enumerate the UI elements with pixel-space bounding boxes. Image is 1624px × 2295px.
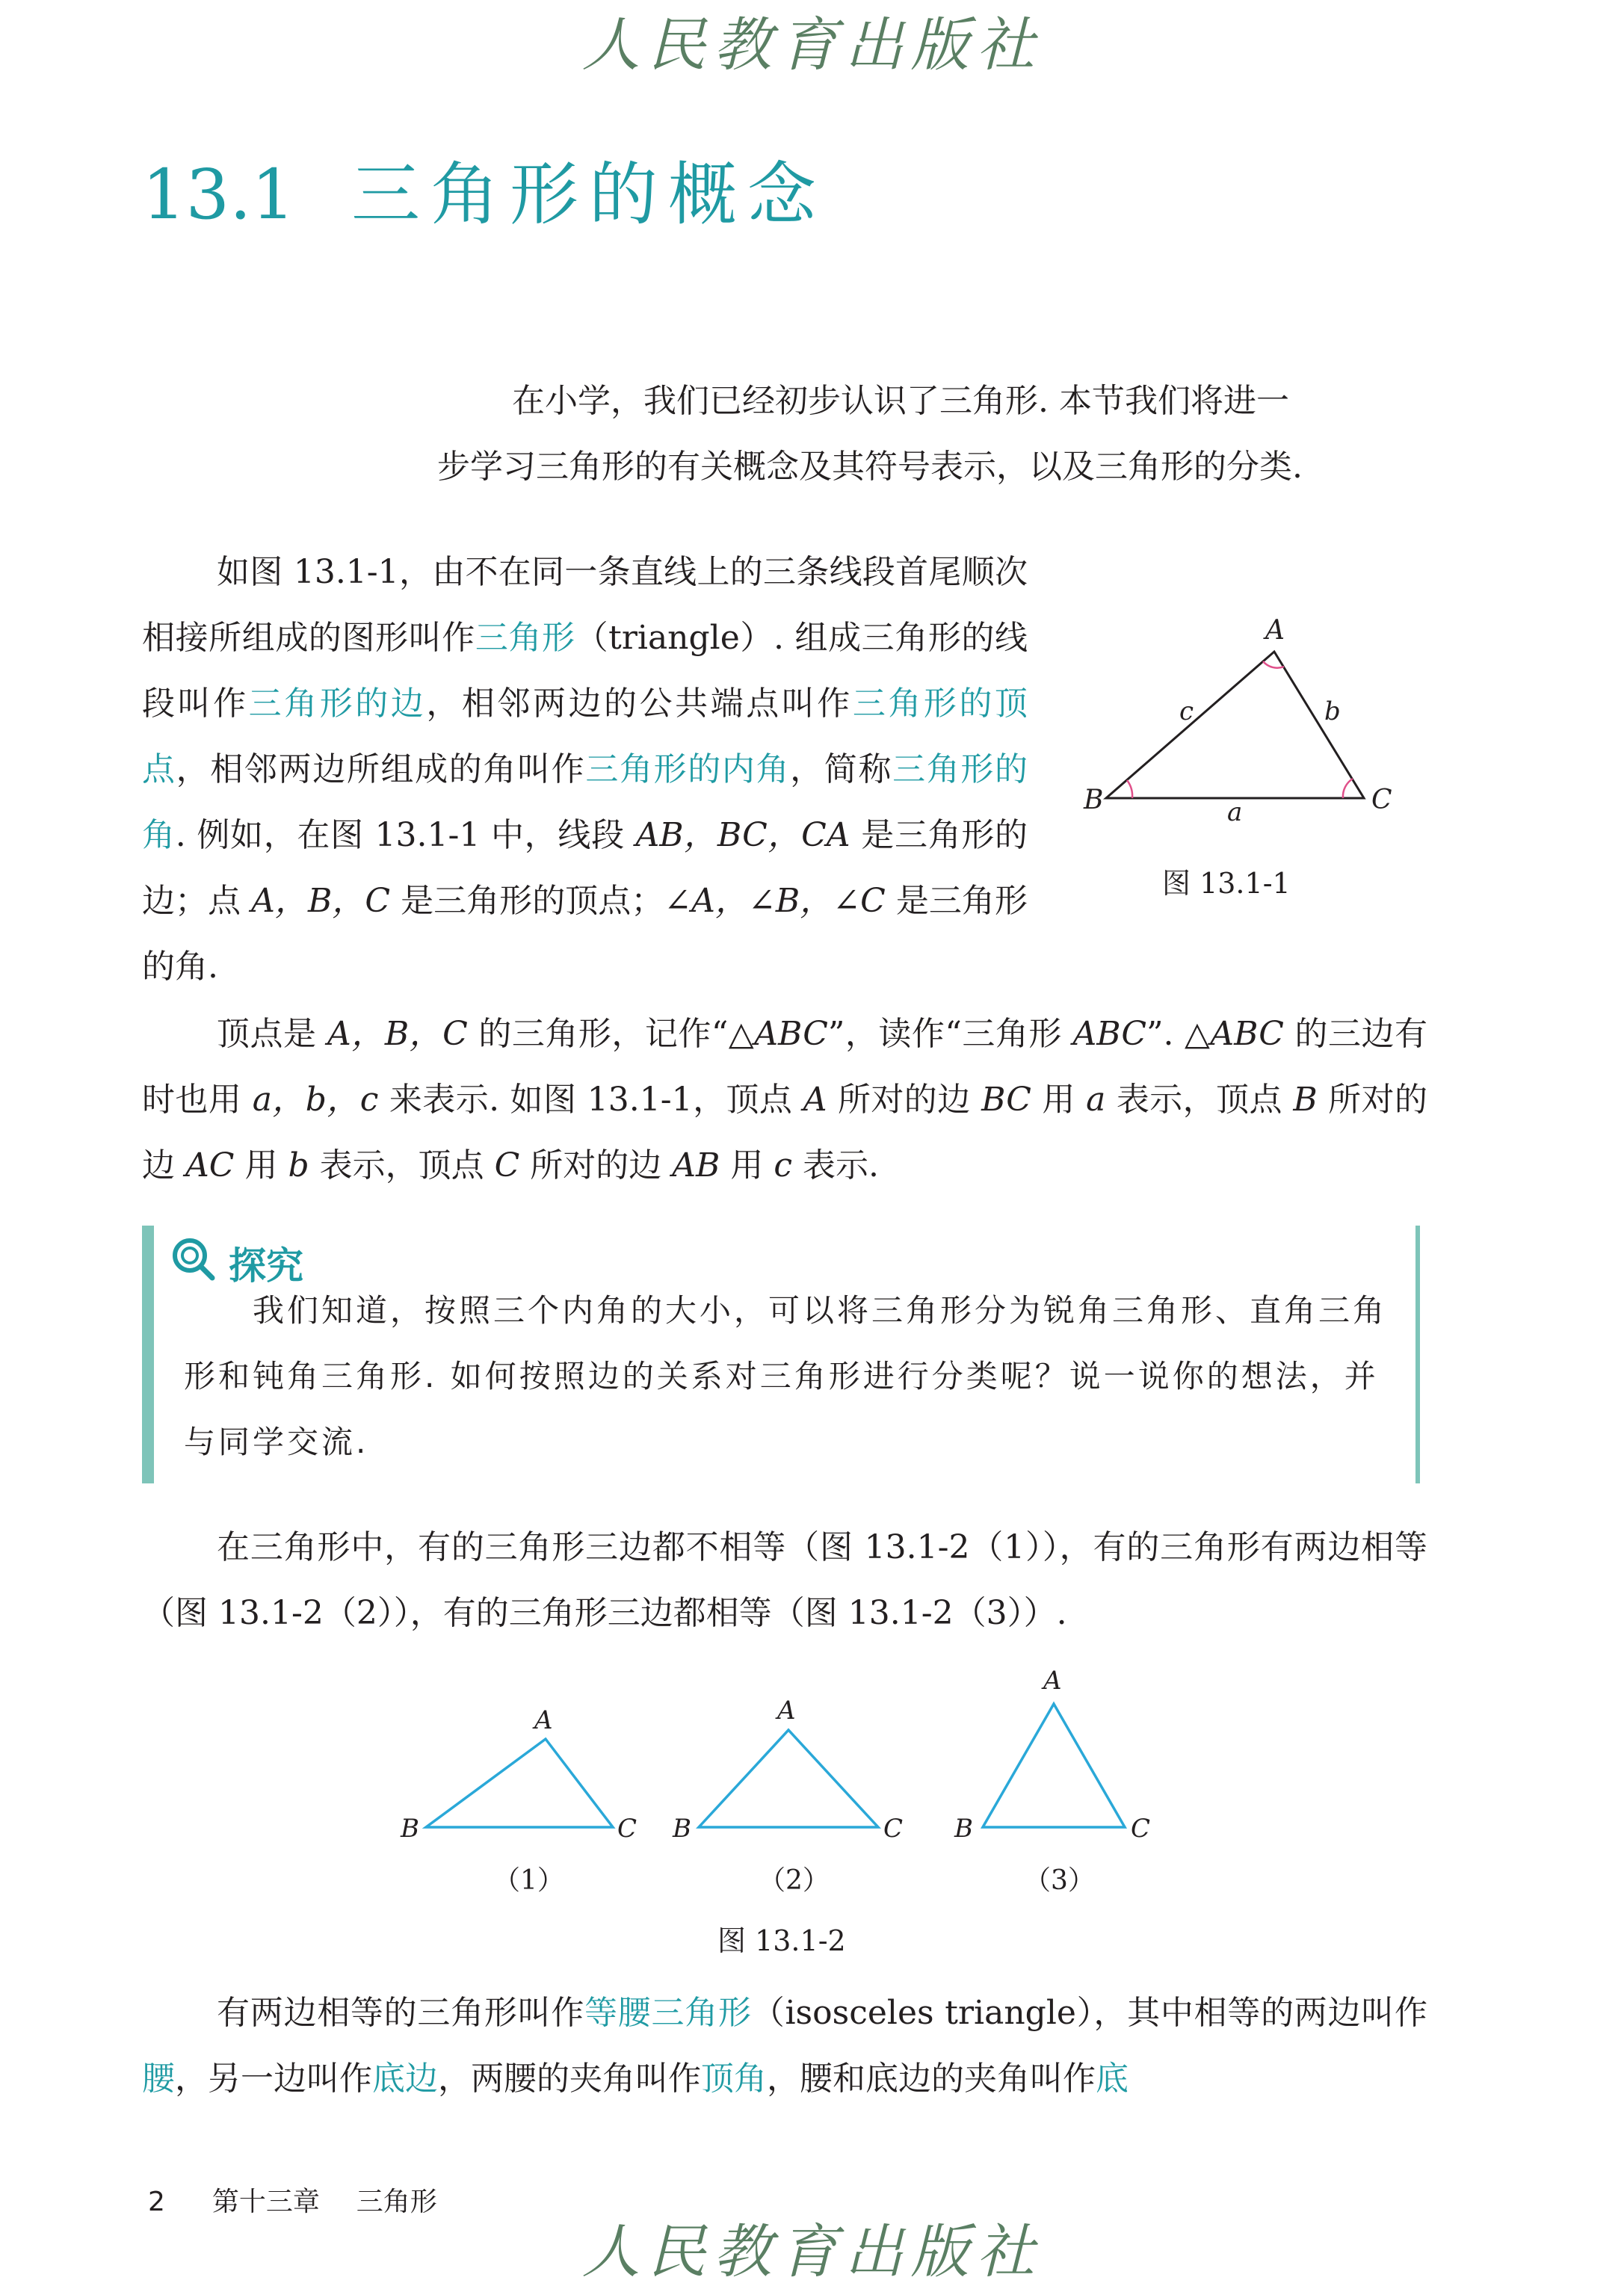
chapter-label: 第十三章: [212, 2187, 320, 2217]
intro-line-1: 在小学，我们已经初步认识了三角形. 本节我们将进一: [512, 382, 1289, 420]
explore-title: 探究: [229, 1244, 303, 1288]
explore-box: [142, 1226, 1420, 1483]
fig2-3-vertex-a: A: [1043, 1666, 1062, 1696]
paragraph-isosceles: 有两边相等的三角形叫作等腰三角形（isosceles triangle），其中相等的两边叫作腰，另一边叫作底边，两腰的夹角叫作顶角，腰和底边的夹角叫作底: [142, 1994, 1428, 2098]
side-label-c: c: [1179, 696, 1194, 726]
term-side: 三角形的边: [248, 685, 427, 723]
figure-13-1-1-caption: 图 13.1-1: [1162, 867, 1291, 900]
chapter-title: 三角形: [356, 2187, 437, 2217]
fig2-sub-2: （2）: [759, 1865, 830, 1896]
fig2-3-vertex-b: B: [954, 1814, 973, 1844]
triangle-scalene: [426, 1739, 613, 1827]
page-number: 2: [148, 2187, 165, 2217]
term-interior-angle: 三角形的内角: [585, 750, 791, 788]
side-label-a: a: [1227, 797, 1243, 827]
term-base: 底边: [372, 2060, 438, 2098]
fig2-sub-3: （3）: [1024, 1865, 1095, 1896]
publisher-logo-top: 人民教育出版社: [581, 12, 1043, 79]
angle-c-arc: [1343, 779, 1353, 798]
angle-b-arc: [1127, 780, 1132, 798]
fig2-sub-1: （1）: [493, 1865, 564, 1896]
section-name: 三角形的概念: [351, 155, 827, 235]
side-label-b: b: [1324, 696, 1341, 726]
paragraph-notation: 顶点是 A，B，C 的三角形，记作“△ABC”，读作“三角形 ABC”. △ABC 的三边有时也用 a，b，c 来表示. 如图 13.1-1，顶点 A 所对的边 BC 用 a 表示，顶点 B 所对的边 AC 用 b 表示，顶点 C 所对的边 AB 用 c 表示.: [142, 1015, 1427, 1184]
figure-13-1-1: [1069, 613, 1427, 912]
paragraph-side-relations: 在三角形中，有的三角形三边都不相等（图 13.1-2（1）），有的三角形有两边相等（图 13.1-2（2）），有的三角形三边都相等（图 13.1-2（3））.: [142, 1528, 1427, 1632]
paragraph-triangle-definition: 如图 13.1-1，由不在同一条直线上的三条线段首尾顺次相接所组成的图形叫作三角形（triangle）. 组成三角形的线段叫作三角形的边，相邻两边的公共端点叫作三角形的顶点，相邻两边所组成的角叫作三角形的内角，简称三角形的角. 例如，在图 13.1-1 中，线段 AB，BC，CA 是三角形的边；点 A，B，C 是三角形的顶点；∠A，∠B，∠C 是三角形的角.: [142, 553, 1028, 986]
term-vertex: 三角形的顶点: [142, 685, 1028, 788]
term-apex-angle: 顶角: [701, 2060, 767, 2098]
fig2-2-vertex-a: A: [777, 1696, 796, 1726]
section-number: 13.1: [142, 155, 295, 235]
vertex-label-b: B: [1084, 785, 1104, 815]
triangle-equilateral: [983, 1704, 1125, 1827]
vertex-label-c: C: [1371, 785, 1392, 815]
vertex-label-a: A: [1265, 615, 1285, 646]
term-triangle: 三角形: [475, 619, 575, 657]
page-footer: [148, 2181, 437, 2219]
fig2-3-vertex-c: C: [1131, 1814, 1151, 1844]
explore-text: 我们知道，按照三个内角的大小，可以将三角形分为锐角三角形、直角三角形和钝角三角形. 如何按照边的关系对三角形进行分类呢？说一说你的想法，并与同学交流.: [184, 1292, 1388, 1460]
fig2-1-vertex-b: B: [401, 1814, 419, 1844]
magnifier-icon: [169, 1235, 217, 1282]
figure-13-1-2: [389, 1652, 1211, 1965]
publisher-logo-bottom: 人民教育出版社: [581, 2219, 1043, 2286]
intro-line-2: 步学习三角形的有关概念及其符号表示，以及三角形的分类.: [437, 448, 1303, 486]
triangle-isosceles: [699, 1730, 878, 1827]
term-angle: 三角形的角: [142, 750, 1028, 854]
fig2-2-vertex-b: B: [673, 1814, 691, 1844]
term-isosceles: 等腰三角形: [584, 1994, 752, 2032]
figure-13-1-2-caption: 图 13.1-2: [717, 1924, 846, 1957]
term-leg: 腰: [142, 2060, 175, 2098]
section-title: [142, 155, 827, 235]
fig2-2-vertex-c: C: [883, 1814, 904, 1844]
term-base-angle: 底: [1096, 2060, 1129, 2098]
fig2-1-vertex-a: A: [534, 1705, 553, 1735]
fig2-1-vertex-c: C: [617, 1814, 637, 1844]
